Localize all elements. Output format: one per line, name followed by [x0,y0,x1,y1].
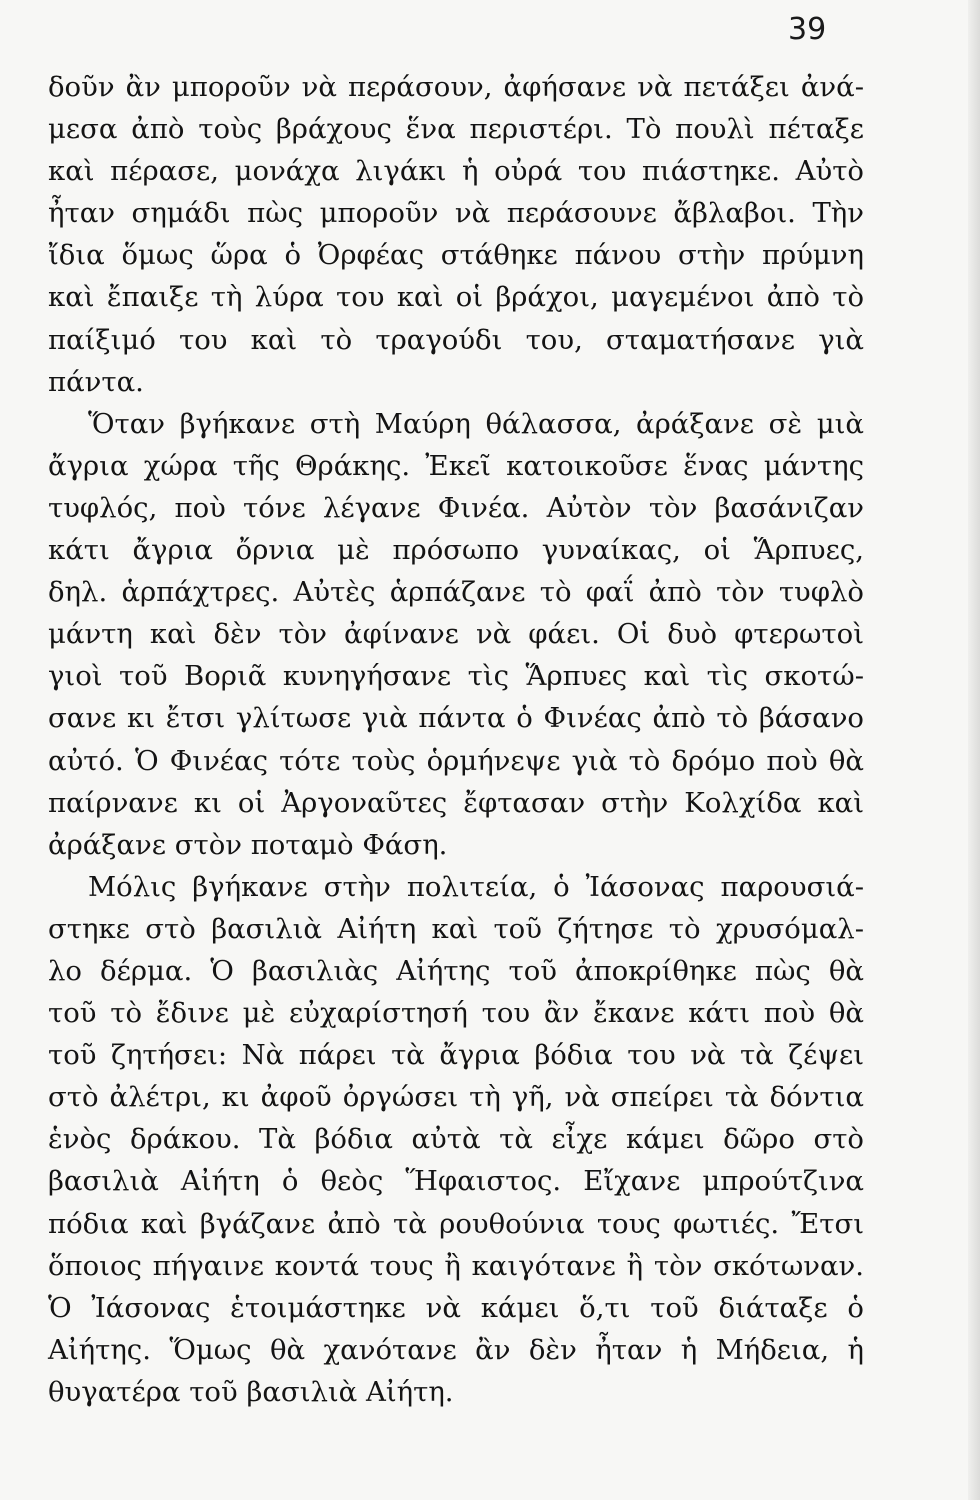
text-line: στηκε στὸ βασιλιὰ Αἰήτη καὶ τοῦ ζήτησε τὸ χρυσόμαλ- [48,912,864,945]
text-line: ἄγρια χώρα τῆς Θράκης. Ἐκεῖ κατοικοῦσε ἕνας μάντης [48,449,864,482]
text-line: Ὁ Ἰάσονας ἑτοιμάστηκε νὰ κάμει ὅ,τι τοῦ διάταξε ὁ [48,1291,864,1324]
text-line: τοῦ ζητήσει: Νὰ πάρει τὰ ἄγρια βόδια του νὰ τὰ ζέψει [48,1039,864,1072]
text-line: τοῦ τὸ ἔδινε μὲ εὐχαρίστησή του ἂν ἔκανε κάτι ποὺ θὰ [48,997,864,1030]
page-edge [968,0,980,1500]
text-line: πάντα. [48,365,144,398]
text-line: αὐτό. Ὁ Φινέας τότε τοὺς ὁρμήνεψε γιὰ τὸ δρόμο ποὺ θὰ [48,744,864,777]
text-line: ἑνὸς δράκου. Τὰ βόδια αὐτὰ τὰ εἶχε κάμει δῶρο στὸ [48,1123,864,1156]
text-line: δοῦν ἂν μποροῦν νὰ περάσουν, ἀφήσανε νὰ πετάξει ἀνά- [48,71,864,103]
text-line: παίρνανε κι οἱ Ἀργοναῦτες ἔφτασαν στὴν Κολχίδα καὶ [48,786,864,819]
text-line: Μόλις βγήκανε στὴν πολιτεία, ὁ Ἰάσονας παρουσιά- [88,870,864,903]
text-line: παίξιμό του καὶ τὸ τραγούδι του, σταματήσανε γιὰ [48,323,864,356]
text-line: ἀράξανε στὸν ποταμὸ Φάση. [48,828,448,861]
text-line: μάντη καὶ δὲν τὸν ἀφίνανε νὰ φάει. Οἱ δυὸ φτερωτοὶ [48,618,864,651]
text-line: ἦταν σημάδι πὼς μποροῦν νὰ περάσουνε ἄβλαβοι. Τὴν [48,197,864,230]
text-line: θυγατέρα τοῦ βασιλιὰ Αἰήτη. [48,1375,454,1408]
text-line: τυφλός, ποὺ τόνε λέγανε Φινέα. Αὐτὸν τὸν βασάνιζαν [48,491,864,524]
text-line: λο δέρμα. Ὁ βασιλιὰς Αἰήτης τοῦ ἀποκρίθηκε πὼς θὰ [48,954,864,987]
text-line: κάτι ἄγρια ὄρνια μὲ πρόσωπο γυναίκας, οἱ Ἅρπυες, [48,534,864,567]
text-line: Αἰήτης. Ὅμως θὰ χανότανε ἂν δὲν ἦταν ἡ Μήδεια, ἡ [48,1333,864,1366]
text-line: ἴδια ὅμως ὥρα ὁ Ὀρφέας στάθηκε πάνου στὴν πρύμνη [48,239,864,272]
text-line: καὶ πέρασε, μονάχα λιγάκι ἡ οὐρά του πιάστηκε. Αὐτὸ [48,155,864,188]
text-line: καὶ ἔπαιξε τὴ λύρα του καὶ οἱ βράχοι, μαγεμένοι ἀπὸ τὸ [48,281,864,314]
text-line: στὸ ἀλέτρι, κι ἀφοῦ ὀργώσει τὴ γῆ, νὰ σπείρει τὰ δόντια [48,1081,864,1114]
body-text [48,66,864,1413]
text-line: σανε κι ἔτσι γλίτωσε γιὰ πάντα ὁ Φινέας ἀπὸ τὸ βάσανο [48,702,864,735]
text-line: πόδια καὶ βγάζανε ἀπὸ τὰ ρουθούνια τους φωτιές. Ἔτσι [48,1207,864,1240]
text-line: μεσα ἀπὸ τοὺς βράχους ἕνα περιστέρι. Τὸ πουλὶ πέταξε [48,113,864,146]
page-number: 39 [788,12,827,47]
text-line: γιοὶ τοῦ Βοριᾶ κυνηγήσανε τὶς Ἅρπυες καὶ τὶς σκοτώ- [48,660,864,693]
text-line: ὅποιος πήγαινε κοντά τους ἢ καιγότανε ἢ τὸν σκότωναν. [48,1249,864,1282]
text-line: Ὅταν βγήκανε στὴ Μαύρη θάλασσα, ἀράξανε σὲ μιὰ [88,407,864,440]
text-line: βασιλιὰ Αἰήτη ὁ θεὸς Ἥφαιστος. Εἴχανε μπρούτζινα [48,1165,864,1198]
text-line: δηλ. ἁρπάχτρες. Αὐτὲς ἁρπάζανε τὸ φαΐ ἀπὸ τὸν τυφλὸ [48,576,864,609]
